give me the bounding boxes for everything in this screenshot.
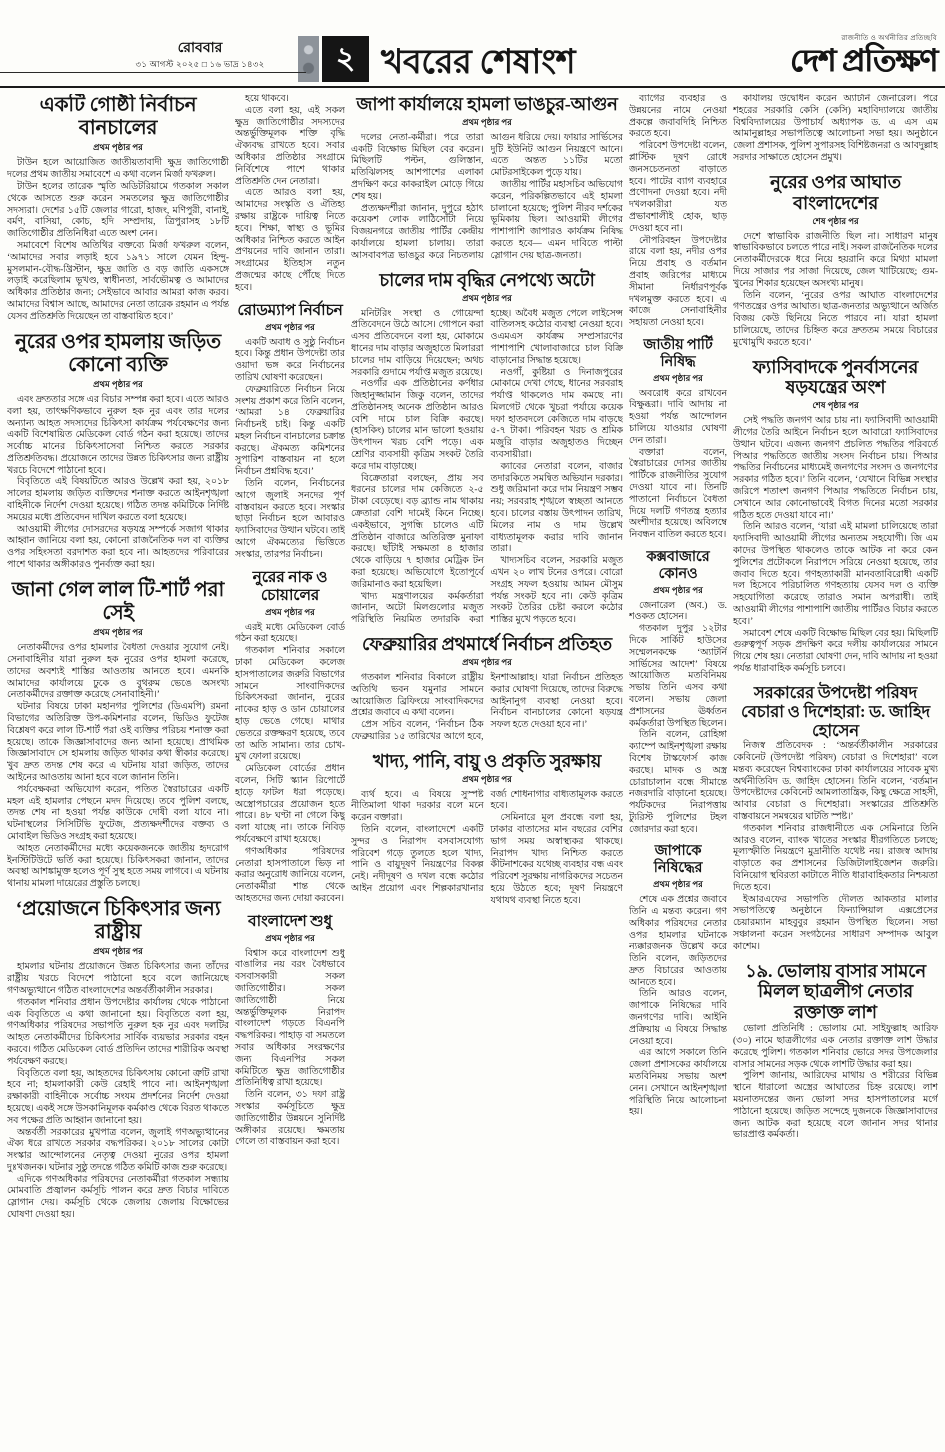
column-right-wide	[733, 94, 938, 1446]
article-body	[733, 232, 938, 350]
paragraph: আহত নেতাকর্মীদের মধ্যে কয়েকজনকে জাতীয় হৃদরোগ ইনস্টিটিউটে ভর্তি করা হয়েছে। চিকিৎসকরা জানান, তাদের অবস্থা আশঙ্কামুক্ত হলেও পূর্ণ সুস্থ হতে সময় লাগবে। এ ঘটনায় থানায় মামলা দায়েরের প্রস্তুতি চলছে।	[7, 843, 229, 890]
article	[351, 270, 623, 627]
section-title: খবরের শেষাংশ	[381, 44, 576, 81]
article-headline: বাংলাদেশ শুধু	[248, 912, 332, 930]
paragraph: তিনি বলেন, বাংলাদেশে একটি সুন্দর ও নিরাপদ বসবাসযোগ্য পরিবেশ গড়ে তুলতে হলে খাদ্য, পানি ও বায়ুদূষণ নিয়ন্ত্রণের বিকল্প নেই। নদীদূষণ ও দখল বন্ধে কঠোর আইন প্রয়োগ এবং শিল্পকারখানার বর্জ্য শোধনাগার বাধ্যতামূলক করতে হবে।	[351, 789, 623, 894]
paragraph: তিনি বলেন, ৩১ দফা রাষ্ট্র সংস্কার কর্মসূচিতে ক্ষুদ্র জাতিগোষ্ঠীর উন্নয়নে সুনির্দিষ্ট অঙ্গীকার রয়েছে। ক্ষমতায় গেলে তা বাস্তবায়ন করা হবে।	[235, 1090, 345, 1148]
paragraph: নিজস্ব প্রতিবেদক : ‘অন্তর্বর্তীকালীন সরকারের কেবিনেট (উপদেষ্টা পরিষদ) বেচারা ও দিশেহারা’ বলে মন্তব্য করেছেন বিশ্বব্যাংকের ঢাকা কার্যালয়ের সাবেক মুখ্য অর্থনীতিবিদ ড. জাহিদ হোসেন। তিনি বলেন, ‘বর্তমান উপদেষ্টাদের কেবিনেট আমলাতান্ত্রিক, কিছু ক্ষেত্রে সাহসী, আবার বেচারা ও দিশেহারা। সংস্কারের প্রতিশ্রুতি বাস্তবায়নে সমন্বয়ের ঘাটতি স্পষ্ট।’	[733, 741, 938, 822]
article-headline: জাপাকে নিষিদ্ধের	[653, 843, 703, 877]
continued-from-label: প্রথম পৃষ্ঠার পর	[93, 378, 143, 389]
article	[7, 331, 229, 572]
article	[629, 94, 727, 330]
paragraph: নৌপরিবহন উপদেষ্টার রায়ে বলা হয়, নদীর ওপর নিয়ে প্রবাহ ও বর্তমান প্রবাহ জরিপের মাধ্যমে সীমানা নির্ধারণপূর্বক দখলমুক্ত করতে হবে। এ কাজে সেনাবাহিনীর সহায়তা নেওয়া হবে।	[629, 235, 727, 329]
paragraph: গতকাল শনিবার সকালে ঢাকা মেডিকেল কলেজ হাসপাতালের জরুরি বিভাগের সামনে সাংবাদিকদের চিকিৎসকরা জানান, নুরের নাকের হাড় ও ডান চোয়ালের হাড় ভেঙে গেছে। মাথার ভেতরে রক্তক্ষরণ হয়েছে, তবে তা অতি সামান্য। তার চোখ-মুখ ফোলা রয়েছে।	[235, 646, 345, 763]
paragraph: দলের নেতা-কর্মীরা। পরে তারা একটি বিক্ষোভ মিছিল বের করেন। মিছিলটি পল্টন, গুলিস্তান, মতিঝিলসহ আশপাশের এলাকা প্রদক্ষিণ করে কাকরাইল মোড়ে গিয়ে শেষ হয়।	[351, 132, 484, 202]
paragraph: সমাবেশ শেষে একটি বিক্ষোভ মিছিল বের হয়। মিছিলটি গুরুত্বপূর্ণ সড়ক প্রদক্ষিণ করে দলীয় কার্যালয়ের সামনে গিয়ে শেষ হয়। নেতারা ঘোষণা দেন, দাবি আদায় না হওয়া পর্যন্ত ধারাবাহিক কর্মসূচি চলবে।	[733, 628, 938, 674]
paragraph: শেষে এক প্রশ্নের জবাবে তিনি এ মন্তব্য করেন। গণ অধিকার পরিষদের নেতার ওপর হামলার ঘটনাকে ন্যক্কারজনক উল্লেখ করে তিনি বলেন, জড়িতদের দ্রুত বিচারের আওতায় আনতে হবে।	[629, 895, 727, 988]
article-headline: কক্সবাজারে কোনও	[646, 548, 710, 582]
article-body	[7, 962, 229, 1222]
paragraph: বিবৃতিতে এই বিষয়টিতে আরও উল্লেখ করা হয়, ২০১৮ সালের হামলায় জড়িত ব্যক্তিদের শনাক্ত করতে আইনশৃঙ্খলা বাহিনীকে নির্দেশ দেওয়া হয়েছে। গঠিত তদন্ত কমিটিকে নির্দিষ্ট সময়ের মধ্যে প্রতিবেদন দাখিল করতে বলা হয়েছে।	[7, 477, 229, 523]
continued-from-label: প্রথম পৃষ্ঠার পর	[93, 142, 143, 153]
continued-from-label: প্রথম পৃষ্ঠার পর	[462, 773, 512, 784]
continued-from-label: প্রথম পৃষ্ঠার পর	[462, 656, 512, 667]
article-headline: খাদ্য, পানি, বায়ু ও প্রকৃতি সুরক্ষায়	[372, 750, 602, 771]
date-underline	[0, 72, 306, 73]
article	[351, 634, 623, 744]
continued-from-label: প্রথম পৃষ্ঠার পর	[653, 879, 703, 890]
article	[733, 357, 938, 676]
column-grid	[0, 88, 945, 1446]
article-body	[235, 949, 345, 1150]
paragraph: মেডিকেল বোর্ডের প্রধান বলেন, সিটি স্ক্যান রিপোর্টে হাড়ে ফাটল ধরা পড়েছে। অস্ত্রোপচারের প্রয়োজন হতে পারে। ৪৮ ঘণ্টা না গেলে কিছু বলা যাচ্ছে না। তাকে নিবিড় পর্যবেক্ষণে রাখা হয়েছে।	[235, 764, 345, 845]
paragraph: খাদ্যসচিব বলেন, সরকারি মজুত এখন ২০ লাখ টনের ওপরে। বোরো সংগ্রহ সফল হওয়ায় আমন মৌসুম পর্যন্ত সংকট হবে না। কেউ কৃত্রিম সংকট তৈরির চেষ্টা করলে কঠোর শাস্তির মুখে পড়তে হবে।	[490, 556, 623, 626]
article-headline: ফ্যাসিবাদকে পুনর্বাসনের ষড়যন্ত্রের অংশ	[752, 356, 919, 398]
article	[733, 172, 938, 350]
paragraph: এর আগে সকালে তিনি জেলা প্রশাসকের কার্যালয়ে মতবিনিময় সভায় অংশ নেন। সেখানে আইনশৃঙ্খলা পরিস্থিতি নিয়ে আলোচনা হয়।	[629, 1048, 727, 1118]
paragraph: এদিকে গণঅধিকার পরিষদের নেতাকর্মীরা গতকাল সন্ধ্যায় মোমবাতি প্রজ্বালন কর্মসূচি পালন করে দ্রুত বিচার দাবিতে স্লোগান দেয়। কর্মসূচি থেকে জেলায় জেলায় বিক্ষোভের ঘোষণা দেওয়া হয়।	[7, 1174, 229, 1221]
article-headline: ১৯. ভোলায় বাসার সামনে মিলল ছাত্রলীগ নেতার রক্তাক্ত লাশ	[745, 960, 926, 1023]
column-fourth-narrow	[629, 94, 727, 1446]
paragraph: সেমিনারে মূল প্রবন্ধে বলা হয়, ঢাকার বাতাসের মান বছরের বেশির ভাগ সময় অস্বাস্থ্যকর থাকছে। নিরাপদ খাদ্য নিশ্চিত করতে কীটনাশকের যথেচ্ছ ব্যবহার বন্ধ এবং পরিবেশ সুরক্ষায় নাগরিকদের সচেতন হয়ে উঠতে হবে; দূষণ নিয়ন্ত্রণে যথাযথ ব্যবস্থা নিতে হবে।	[490, 813, 623, 906]
article-body	[351, 673, 623, 744]
paragraph: কার্যালয় উদ্বোধন করেন অ্যাটর্নি জেনারেল। পরে শহরের সরকারি কেসি (কেসি) মহাবিদ্যালয়ে জাতীয় বিশ্ববিদ্যালয়ের উপাচার্য অধ্যাপক ড. এ এস এম আমানুল্লাহর সভাপতিত্বে আলোচনা সভা হয়। অনুষ্ঠানে জেলা প্রশাসক, পুলিশ সুপারসহ বিশিষ্টজনরা ও আবদুল্লাহ সরদার সাক্ষাতে হোসেন প্রমুখ।	[733, 94, 938, 163]
article-headline: একটি গোষ্ঠী নির্বাচন বানচালের	[39, 94, 197, 140]
day-label: রোববার	[177, 40, 223, 56]
paragraph: ঘটনার বিষয়ে ঢাকা মহানগর পুলিশের (ডিএমপি) রমনা বিভাগের অতিরিক্ত উপ-কমিশনার বলেন, ভিডিও ফুটেজ বিশ্লেষণ করে লাল টি-শার্ট পরা ওই ব্যক্তির পরিচয় শনাক্ত করা হয়েছে। তাকে জিজ্ঞাসাবাদের জন্য আনা হয়েছে। প্রাথমিক জিজ্ঞাসাবাদে সে হামলায় জড়িত থাকার কথা স্বীকার করেছে। খুব দ্রুত তদন্ত শেষ করে এ ঘটনায় যারা জড়িত, তাদের আইনের আওতায় আনা হবে বলে জানান তিনি।	[7, 702, 229, 783]
paragraph: অন্তর্বর্তী সরকারের মুখপাত্র বলেন, জুলাই গণঅভ্যুত্থানের ঐক্য ধরে রাখতে সরকার বদ্ধপরিকর। ২০১৮ সালের কোটা সংস্কার আন্দোলনের নেতৃত্ব দেওয়া নুরের ওপর হামলা দুঃখজনক। ঘটনার সুষ্ঠু তদন্তে গঠিত কমিটি কাজ শুরু করেছে।	[7, 1127, 229, 1173]
masthead-ornament	[298, 36, 319, 82]
paragraph: গতকাল শনিবার বিকালে রাষ্ট্রীয় অতিথি ভবন যমুনার সামনে আয়োজিত ব্রিফিংয়ে সাংবাদিকদের প্রশ্নের জবাবে এ কথা বলেন।	[351, 672, 484, 719]
paragraph: এতে আরও বলা হয়, আমাদের সংস্কৃতি ও ঐতিহ্য রক্ষায় রাষ্ট্রকে দায়িত্ব নিতে হবে। শিক্ষা, স্বাস্থ্য ও ভূমির অধিকার নিশ্চিত করতে আইন প্রণয়নের দাবি জানান তারা। সংগ্রামের ইতিহাস নতুন প্রজন্মের কাছে পৌঁছে দিতে হবে।	[235, 188, 345, 293]
paragraph: তিনি বলেন, ‘নুরের ওপর আঘাত বাংলাদেশের গণতন্ত্রের ওপর আঘাত। ছাত্র-জনতার অভ্যুত্থানে অর্জিত বিজয় কেউ ছিনিয়ে নিতে পারবে না। যারা হামলা চালিয়েছে, তাদের চিহ্নিত করে দ্রুততম সময়ে বিচারের মুখোমুখি করতে হবে।’	[733, 290, 938, 348]
article	[7, 94, 229, 324]
article-headline: ফেব্রুয়ারির প্রথমার্ধে নির্বাচন প্রতিহত	[362, 634, 612, 655]
article	[235, 94, 345, 295]
paragraph: দেশে স্বাভাবিক রাজনীতি ছিল না। সাধারণ মানুষ স্বাভাবিকভাবে চলতে পারে নাই। সকল রাজনৈতিক দলের নেতাকর্মীদেরকে ধরে নিয়ে হয়রানি করে মিথ্যা মামলা দিয়ে সাজার পর সাজা দিয়েছে, জেল খাটিয়েছে; গুম-খুনের শিকার হয়েছেন অসংখ্য মানুষ।	[733, 231, 938, 289]
paragraph: গতকাল শনিবার রাজধানীতে এক সেমিনারে তিনি আরও বলেন, ব্যাংক খাতের সংস্কার ধীরগতিতে চলছে; মূল্যস্ফীতি নিয়ন্ত্রণে মুদ্রানীতি যথেষ্ট নয়। রাজস্ব আদায় বাড়াতে কর প্রশাসনের ডিজিটালাইজেশন জরুরি। বিনিয়োগ স্থবিরতা কাটাতে নীতি ধারাবাহিকতার নিশ্চয়তা দিতে হবে।	[733, 823, 938, 893]
continued-from-label: প্রথম পৃষ্ঠার পর	[265, 606, 315, 617]
page-header	[0, 0, 945, 88]
paragraph: বিবৃতিতে বলা হয়, আহতদের চিকিৎসায় কোনো ত্রুটি রাখা হবে না; হামলাকারী কেউ রেহাই পাবে না। আইনশৃঙ্খলা রক্ষাকারী বাহিনীকে সর্বোচ্চ সংযম প্রদর্শনের নির্দেশ দেওয়া হয়েছে। একই সঙ্গে উসকানিমূলক কর্মকাণ্ড থেকে বিরত থাকতে সব পক্ষের প্রতি আহ্বান জানানো হয়।	[7, 1068, 229, 1126]
paragraph: ক্যাবের নেতারা বলেন, বাজার তদারকিতে সমন্বিত অভিযান দরকার। শুধু জরিমানা করে দাম নিয়ন্ত্রণ সম্ভব নয়; সরবরাহ শৃঙ্খলে স্বচ্ছতা আনতে হবে। চালের বস্তায় উৎপাদন তারিখ, মিলের নাম ও দাম উল্লেখ বাধ্যতামূলক করার দাবি জানান তারা।	[490, 461, 623, 555]
continued-from-label: প্রথম পৃষ্ঠার পর	[462, 116, 512, 127]
article-headline: সরকারের উপদেষ্টা পরিষদ বেচারা ও দিশেহারা: ড. জাহিদ হোসেন	[741, 682, 930, 741]
article-body	[235, 623, 345, 906]
article-body	[7, 395, 229, 572]
paragraph: নেতাকর্মীদের ওপর হামলার বৈধতা দেওয়ার সুযোগ নেই। সেনাবাহিনীর যারা নুরুল হক নুরের ওপর হামলা করেছে, তাদের অবশ্যই শাস্তির আওতায় আনতে হবে। এমনকি আমাদের কার্যালয়ে ঢুকে ও বুথরুম ভেঙে অসংখ্য নেতাকর্মীদের রক্তাক্ত করেছে সেনাবাহিনী।’	[7, 643, 229, 701]
article-body	[351, 790, 623, 908]
paragraph: টাউন হলের তারেক স্মৃতি অডিটরিয়ামে গতকাল সকাল থেকে আসতে শুরু করেন সমতলের ক্ষুদ্র জাতিগোষ্ঠীর সদস্যরা। দেশের ১৫টি জেলার গারো, হাজং, মণিপুরী, বানাই, বর্মণ, বাসিয়া, কোচ, হদি সম্প্রদায়, ত্রিপুরাসহ ১৮টি জাতিগোষ্ঠীর প্রতিনিধিরা এতে অংশ নেন।	[7, 181, 229, 240]
article-body	[629, 389, 727, 542]
paragraph: পুলিশ জানায়, আরিফের মাথায় ও শরীরের বিভিন্ন স্থানে ধারালো অস্ত্রের আঘাতের চিহ্ন রয়েছে। লাশ ময়নাতদন্তের জন্য ভোলা সদর হাসপাতালের মর্গে পাঠানো হয়েছে। জড়িত সন্দেহে দুজনকে জিজ্ঞাসাবাদের জন্য আটক করা হয়েছে বলে জানান সদর থানার ভারপ্রাপ্ত কর্মকর্তা।	[733, 1071, 938, 1141]
column-middle-wide	[351, 94, 623, 1446]
article-body	[733, 416, 938, 676]
article-headline: জাতীয় পার্টি নিষিদ্ধ	[643, 336, 713, 370]
paragraph: সমাবেশে বিশেষ অতিথির বক্তব্যে মির্জা ফখরুল বলেন, ‘আমাদের সবার লড়াই হবে ১৯৭১ সালে যেমন হিন্দু-মুসলমান-বৌদ্ধ-খ্রিস্টান, ক্ষুদ্র জাতি ও বড় জাতি একসঙ্গে লড়াই করেছিলাম ভূখণ্ড, স্বাধীনতা, সার্বভৌমত্ব ও আমাদের অধিকার প্রতিষ্ঠার জন্য; সেইভাবে আবার আমরা কাজ করব। আমাদের বিশ্বাস আছে, আমাদের নেতা তারেক রহমান এ পর্যন্ত যেসব প্রতিশ্রুতি দিয়েছেন তা বাস্তবায়িত হবে।’	[7, 240, 229, 322]
paragraph: ব্যাগের ব্যবহার ও উন্নয়নের নামে নেওয়া প্রকল্পে জবাবদিহি নিশ্চিত করতে হবে।	[629, 94, 727, 140]
masthead-block	[790, 32, 937, 82]
paragraph: আওয়ামী লীগের দোসরদের ষড়যন্ত্র সম্পর্কে সজাগ থাকার আহ্বান জানিয়ে বলা হয়, কোনো রাজনৈতিক দল বা ব্যক্তির ওপর সহিংসতা বরদাশত করা হবে না। আহতদের পরিবারের পাশে থাকার অঙ্গীকারও পুনর্ব্যক্ত করা হয়।	[7, 524, 229, 571]
paragraph: তিনি বলেন, রোহিঙ্গা ক্যাম্পে আইনশৃঙ্খলা রক্ষায় বিশেষ টাস্কফোর্স কাজ করছে। মাদক ও অস্ত্র চোরাচালান বন্ধে সীমান্তে নজরদারি বাড়ানো হয়েছে। পর্যটকদের নিরাপত্তায় ট্যুরিস্ট পুলিশের টহল জোরদার করা হবে।	[629, 730, 727, 835]
paragraph: বিশ্বাস করে বাংলাদেশ শুধু বাঙালির নয় বরং বৈধভাবে বসবাসকারী সকল জাতিগোষ্ঠীর। সকল জাতিগোষ্ঠী নিয়ে অন্তর্ভুক্তিমূলক নিরাপদ বাংলাদেশ গড়তে বিএনপি বদ্ধপরিকর। পাহাড় বা সমতলে সবার অধিকার সংরক্ষণের জন্য বিএনপির সকল কমিটিতে ক্ষুদ্র জাতিগোষ্ঠীর প্রতিনিধিত্ব রাখা হয়েছে।	[235, 948, 345, 1089]
article-body	[733, 94, 938, 165]
continued-from-label: প্রথম পৃষ্ঠার পর	[653, 372, 703, 383]
article-headline: নুরের ওপর আঘাত বাংলাদেশের	[770, 171, 901, 213]
paragraph: সেই পদ্ধতি জনগণ আর চায় না। ফ্যাসিবাদী আওয়ামী লীগের তৈরি আইনে নির্বাচন হলে আবারো ফ্যাসিবাদের উত্থান ঘটবে। এজন্য জনগণ প্রচলিত পদ্ধতির পরিবর্তে পিআর পদ্ধতিতে জাতীয় সংসদ নির্বাচন চায়। পিআর পদ্ধতির নির্বাচনের মাধ্যমেই জনগণের সংসদ ও জনগণের সরকার গঠিত হবে।’ তিনি বলেন, ‘যেখানে বিভিন্ন সংস্থার জরিপে শতাংশ জনগণ পিআর পদ্ধতিতে নির্বাচন চায়, সেখানে আর কোনোভাবেই বিগত দিনের মতো সরকার গঠিত হতে দেওয়া যাবে না।’	[733, 416, 938, 521]
paragraph: এরই মধ্যে মেডিকেল বোর্ড গঠন করা হয়েছে।	[235, 622, 345, 645]
masthead-tagline: রাজনীতি ও অর্থনীতির প্রতিচ্ছবি	[841, 34, 937, 42]
article	[351, 94, 623, 263]
paragraph: ফেব্রুয়ারিতে নির্বাচন নিয়ে সংশয় প্রকাশ করে তিনি বলেন, ‘আমরা ১৪ ফেব্রুয়ারির নির্বাচনই চাই। কিন্তু একটি মহল নির্বাচন বানচালের চক্রান্ত করছে। ঐকমত্য কমিশনের সুপারিশ বাস্তবায়ন না হলে নির্বাচন প্রশ্নবিদ্ধ হবে।’	[235, 384, 345, 478]
article-body	[235, 338, 345, 562]
paragraph: নওগাঁ, কুষ্টিয়া ও দিনাজপুরের মোকামে দেখা গেছে, ধানের সরবরাহ পর্যাপ্ত থাকলেও দাম কমছে না। মিলগেট থেকে খুচরা পর্যায়ে কয়েক দফা হাতবদলে কেজিতে দাম বাড়ছে ৫-৭ টাকা। পরিবহন খরচ ও শ্রমিক মজুরি বাড়ার অজুহাতও দিচ্ছেন ব্যবসায়ীরা।	[490, 367, 623, 461]
article-body	[733, 741, 938, 953]
article-body	[7, 643, 229, 891]
column-second-narrow	[235, 94, 345, 1446]
paragraph: এবং দ্রুততার সঙ্গে এর বিচার সম্পন্ন করা হবে। এতে আরও বলা হয়, তাৎক্ষণিকভাবে নুরুল হক নুর এবং তার দলের অন্যান্য আহত সদস্যদের চিকিৎসা কার্যক্রম পর্যবেক্ষণের জন্য একটি বিশেষায়িত মেডিকেল বোর্ড গঠন করা হয়েছে। তাদের সর্বোচ্চ মানের চিকিৎসাসেবা নিশ্চিত করতে সরকার প্রতিশ্রুতিবদ্ধ। প্রয়োজনে তাদের উন্নত চিকিৎসার জন্য রাষ্ট্রীয় খরচে বিদেশে পাঠানো হবে।	[7, 394, 229, 476]
page-number-badge: ২	[322, 36, 369, 82]
article-headline: নুরের ওপর হামলায় জড়িত কোনো ব্যক্তি	[15, 330, 221, 376]
paragraph: বিক্রেতারা বলছেন, প্রায় সব ধরনের চালের দাম কেজিতে ২-৫ টাকা বেড়েছে। বড় ব্র্যান্ড নাম থাকায় ক্রেতারা বেশি দামেই কিনে নিচ্ছে। একইভাবে, সুগন্ধি চালেও এটি প্রতিষ্ঠান বাজারে অতিরিক্ত মুনাফা করছে। ছাঁটাই সক্ষমতা ৪ হাজার থেকে বাড়িয়ে ৭ হাজার মেট্রিক টন করা হয়েছে। অভিযোগে ইতোপূর্বে জরিমানাও করা হয়েছিল।	[351, 473, 484, 590]
article-headline: চালের দাম বৃদ্ধির নেপথ্যে অটো	[379, 269, 595, 290]
article	[629, 549, 727, 837]
continued-from-label: প্রথম পৃষ্ঠার পর	[93, 627, 143, 638]
paragraph: একটি অবাধ ও সুষ্ঠু নির্বাচন হবে। কিন্তু প্রধান উপদেষ্টা তার ওয়াদা ভঙ্গ করে নির্বাচনের তারিখ ঘোষণা করেছেন।	[235, 337, 345, 383]
article	[7, 579, 229, 891]
paragraph: গণঅধিকার পরিষদের নেতারা হাসপাতালে ভিড় না করার অনুরোধ জানিয়ে বলেন, নেতাকর্মীরা শান্ত থেকে আহতদের জন্য দোয়া করবেন।	[235, 846, 345, 904]
paragraph: জাতীয় পার্টির মহাসচিব অভিযোগ করেন, পরিকল্পিতভাবে এই হামলা চালানো হয়েছে; পুলিশ নীরব দর্শকের ভূমিকায় ছিল। আওয়ামী লীগের পাশাপাশি জাপারও কার্যক্রম নিষিদ্ধ করতে হবে— এমন দাবিতে পাল্টা স্লোগান দেয় ছাত্র-জনতা।	[490, 180, 623, 261]
paragraph: প্রেস সচিব বলেন, ‘নির্বাচন ঠিক ফেব্রুয়ারির ১৫ তারিখের আগে হবে, ইনশাআল্লাহ। যারা নির্বাচন প্রতিহত করার ঘোষণা দিয়েছে, তাদের বিরুদ্ধে আইনানুগ ব্যবস্থা নেওয়া হবে। নির্বাচন বানচালের কোনো ষড়যন্ত্র সফল হতে দেওয়া হবে না।’	[351, 672, 623, 742]
article-headline: রোডম্যাপ নির্বাচন	[237, 301, 343, 319]
paragraph: এতে বলা হয়, এই সকল ক্ষুদ্র জাতিগোষ্ঠীর সদস্যদের অন্তর্ভুক্তিমূলক শক্তি বৃদ্ধি ঐক্যবদ্ধ রাখতে হবে। সবার অধিকার প্রতিষ্ঠার সংগ্রামে নির্বিশেষে পাশে থাকার প্রতিশ্রুতি দেন নেতারা।	[235, 105, 345, 187]
article-headline: নুরের নাক ও চোয়ালের	[252, 568, 328, 604]
article-headline: জাপা কার্যালয়ে হামলা ভাঙচুর-আগুন	[356, 94, 618, 114]
article	[733, 94, 938, 165]
paragraph: গতকাল দুপুর ১২টার দিকে সার্কিট হাউসের সম্মেলনকক্ষে ‘অ্যাটর্নি সার্ভিসের আদেশ’ বিষয়ে আয়োজিত মতবিনিময় সভায় তিনি এসব কথা বলেন। সভায় জেলা প্রশাসনের ঊর্ধ্বতন কর্মকর্তারা উপস্থিত ছিলেন।	[629, 624, 727, 729]
continued-from-label: প্রথম পৃষ্ঠার পর	[93, 946, 143, 957]
article	[7, 898, 229, 1222]
continued-from-label: শেষ পৃষ্ঠার পর	[812, 400, 859, 411]
article-headline: জানা গেল লাল টি-শার্ট পরা সেই	[11, 578, 225, 625]
date-line: ৩১ আগস্ট ২০২৫ □ ১৬ ভাদ্র ১৪৩২	[135, 59, 265, 69]
article	[235, 302, 345, 562]
paragraph: বক্তারা বলেন, স্বৈরাচারের দোসর জাতীয় পার্টিকে রাজনীতির সুযোগ দেওয়া যাবে না। তিনটি পাতানো নির্বাচনে বৈধতা দিয়ে দলটি গণতন্ত্র হত্যার অংশীদার হয়েছে। অবিলম্বে নিবন্ধন বাতিল করতে হবে।	[629, 447, 727, 541]
article-body	[629, 601, 727, 837]
paragraph: তিনি বলেন, নির্বাচনের আগে জুলাই সনদের পূর্ণ বাস্তবায়ন করতে হবে। সংস্কার ছাড়া নির্বাচন হলে আবারও ফ্যাসিবাদের উত্থান ঘটবে। তাই আগে ঐকমত্যের ভিত্তিতে সংস্কার, তারপর নির্বাচন।	[235, 479, 345, 560]
continued-from-label: প্রথম পৃষ্ঠার পর	[462, 292, 512, 303]
paragraph: পরিবেশ উপদেষ্টা বলেন, প্লাস্টিক দূষণ রোধে জনসচেতনতা বাড়াতে হবে। পাটের ব্যাগ ব্যবহারে প্রণোদনা দেওয়া হবে। নদী দখলকারীরা যত প্রভাবশালীই হোক, ছাড় দেওয়া হবে না।	[629, 141, 727, 234]
continued-from-label: প্রথম পৃষ্ঠার পর	[265, 932, 315, 943]
paragraph: তিনি আরও বলেন, ‘যারা এই মামলা চালিয়েছে তারা ফ্যাসিবাদী আওয়ামী লীগের অন্যতম সহযোগী। জি এম কাদের উপস্থিত থাকলেও তাকে আটক না করে কেন পুলিশের প্রটোকলে নিরাপদে সরিয়ে নেওয়া হয়েছে, তার জবাব দিতে হবে। গণহত্যাকারী মানবতাবিরোধী একটি দল হিসেবে পরিচালিত গণহত্যায় যেসব দল ও ব্যক্তি সহযোগিতা করেছে তারাও সমান অপরাধী। তাই আওয়ামী লীগের পাশাপাশি জাতীয় পার্টিরও বিচার করতে হবে।’	[733, 522, 938, 627]
paragraph: গতকাল শনিবার প্রধান উপদেষ্টার কার্যালয় থেকে পাঠানো এক বিবৃতিতে এ কথা জানানো হয়। বিবৃতিতে বলা হয়, গণঅধিকার পরিষদের সভাপতি নুরুল হক নুর এবং দলটির আহত নেতাকর্মীদের চিকিৎসার সার্বিক ব্যয়ভার সরকার বহন করবে। গঠিত মেডিকেল বোর্ড প্রতিদিন তাদের শারীরিক অবস্থা পর্যবেক্ষণ করছে।	[7, 997, 229, 1067]
article-body	[7, 158, 229, 323]
article	[629, 843, 727, 1119]
article-body	[351, 133, 623, 263]
paragraph: মনিটরিং সংস্থা ও গোয়েন্দা প্রতিবেদনে উঠে আসে। গোপনে করা এসব প্রতিবেদনে বলা হয়, মোকামে ধানের দাম বাড়ার অজুহাতে মিলাররা চালের দাম বাড়িয়ে দিয়েছেন; অথচ সরকারি গুদামে পর্যাপ্ত মজুত রয়েছে।	[351, 308, 484, 378]
article	[733, 961, 938, 1143]
article-body	[351, 309, 623, 628]
paragraph: অবরোধ করে রাখবেন বিক্ষুব্ধরা। দাবি আদায় না হওয়া পর্যন্ত আন্দোলন চালিয়ে যাওয়ার ঘোষণা দেন তারা।	[629, 388, 727, 446]
article-body	[629, 94, 727, 330]
paragraph: হয়ে থাকবে।	[245, 94, 289, 104]
article	[733, 683, 938, 954]
column-left-feature	[7, 94, 229, 1446]
continued-from-label: প্রথম পৃষ্ঠার পর	[653, 584, 703, 595]
paragraph: প্রত্যক্ষদর্শীরা জানান, দুপুরে হঠাৎ কয়েকশ লোক লাঠিসোঁটা নিয়ে বিজয়নগরে জাতীয় পার্টির কেন্দ্রীয় কার্যালয়ে হামলা চালায়। তারা আসবাবপত্র ভাঙচুর করে নিচতলায় আগুন ধরিয়ে দেয়। ফায়ার সার্ভিসের দুটি ইউনিট আগুন নিয়ন্ত্রণে আনে। এতে অন্তত ১১টির মতো মোটরসাইকেল পুড়ে যায়।	[351, 132, 623, 261]
article-headline: ‘প্রয়োজনে চিকিৎসার জন্য রাষ্ট্রীয়	[15, 897, 221, 944]
article	[235, 569, 345, 906]
paragraph: জেনারেল (অব.) ড. শওকত হোসেন।	[629, 600, 727, 623]
paragraph: হামলার ঘটনায় প্রয়োজনে উন্নত চিকিৎসার জন্য তাঁদের রাষ্ট্রীয় খরচে বিদেশে পাঠানো হবে বলে জানিয়েছে গণঅভ্যুত্থানে গঠিত বাংলাদেশের অন্তর্বর্তীকালীন সরকার।	[7, 962, 229, 996]
date-block	[112, 41, 288, 82]
continued-from-label: প্রথম পৃষ্ঠার পর	[265, 321, 315, 332]
paragraph: তিনি আরও বলেন, জাপাকে নিষিদ্ধের দাবি জনগণের দাবি। আইনি প্রক্রিয়ায় এ বিষয়ে সিদ্ধান্ত নেওয়া হবে।	[629, 989, 727, 1047]
article	[351, 751, 623, 908]
continued-from-label: শেষ পৃষ্ঠার পর	[812, 215, 859, 226]
paragraph: খাদ্য মন্ত্রণালয়ের কর্মকর্তারা জানান, অটো মিলগুলোর মজুত পরিস্থিতি নিয়মিত তদারকি করা হচ্ছে। অবৈধ মজুত পেলে লাইসেন্স বাতিলসহ কঠোর ব্যবস্থা নেওয়া হবে। ওএমএস কার্যক্রম সম্প্রসারণের পাশাপাশি খোলাবাজারে চাল বিক্রি বাড়ানোর সিদ্ধান্ত হয়েছে।	[351, 308, 623, 626]
paragraph: নওগাঁর এক প্রতিষ্ঠানের কর্ণধার জিহানুজ্জামান জিকু বলেন, তাদের প্রতিষ্ঠানসহ অনেক প্রতিষ্ঠান আরও বেশি দামে চাল বিক্রি করছে। (হাসকিং) চালের মান ভালো হওয়ায় উৎপাদন খরচ বেশি পড়ে। এক শ্রেণির ব্যবসায়ী কৃত্রিম সংকট তৈরি করে দাম বাড়াচ্ছে।	[351, 379, 484, 472]
paragraph: টাউন হলে আয়োজিত জাতীয়তাবাদী ক্ষুদ্র জাতিগোষ্ঠী দলের প্রথম জাতীয় সমাবেশে এ কথা বলেন মির্জা ফখরুল।	[7, 158, 229, 181]
masthead-logo: দেশ প্রতিক্ষণ	[789, 43, 937, 78]
paragraph: ইআরএফের সভাপতি দৌলত আকতার মালার সভাপতিত্বে অনুষ্ঠানে ফিন্যান্সিয়াল এক্সপ্রেসের চেয়ারম্যান মাহবুবুর রহমান উপস্থিত ছিলেন। সভা সঞ্চালনা করেন সংগঠনের সাধারণ সম্পাদক আবুল কাশেম।	[733, 894, 938, 952]
article	[235, 913, 345, 1150]
paragraph: ভোলা প্রতিনিধি : ভোলায় মো. সাইফুল্লাহ আরিফ (৩০) নামে ছাত্রলীগের এক নেতার রক্তাক্ত লাশ উদ্ধার করেছে পুলিশ। গতকাল শনিবার ভোরে সদর উপজেলার বাসার সামনের সড়ক থেকে লাশটি উদ্ধার করা হয়।	[733, 1024, 938, 1070]
paragraph: পর্যবেক্ষকরা অভিযোগ করেন, পতিত স্বৈরাচারের একটি মহল এই হামলার পেছনে মদদ দিয়েছে। তবে পুলিশ বলছে, তদন্ত শেষ না হওয়া পর্যন্ত কাউকে দোষী বলা যাবে না। ঘটনাস্থলের সিসিটিভি ফুটেজ, প্রত্যক্ষদর্শীদের বক্তব্য ও মোবাইল ভিডিও সংগ্রহ করা হয়েছে।	[7, 784, 229, 842]
article	[629, 337, 727, 542]
article-body	[629, 895, 727, 1119]
article-body	[733, 1024, 938, 1142]
article-body	[235, 94, 345, 295]
paragraph: ব্যর্থ হবে। এ বিষয়ে সুস্পষ্ট নীতিমালা থাকা দরকার বলে মনে করেন বক্তারা।	[351, 789, 484, 824]
